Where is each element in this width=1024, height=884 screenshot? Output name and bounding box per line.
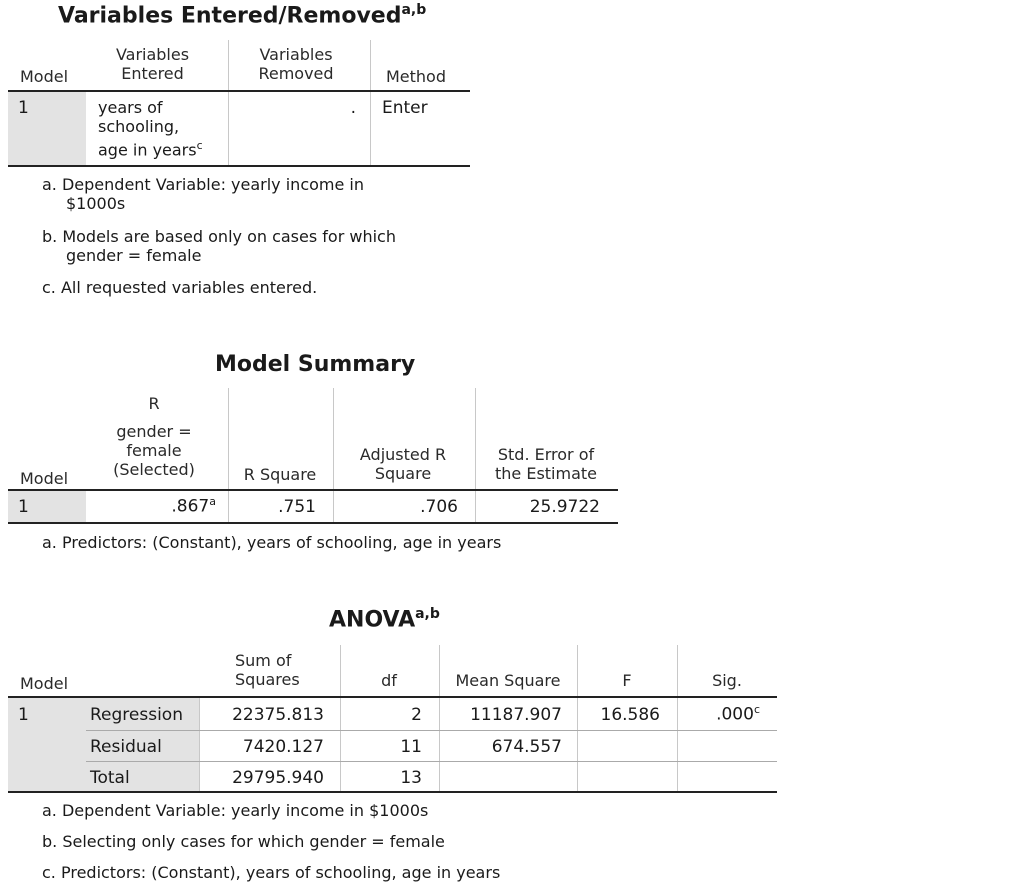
col-header-model: Model — [20, 674, 69, 693]
sum-of-squares-value: 7420.127 — [242, 737, 324, 757]
footnote-c: c. Predictors: (Constant), years of schooling, age in years — [42, 863, 501, 882]
sig-value: .000$^c$ — [716, 703, 760, 725]
col-header-mean-square: Mean Square — [455, 671, 561, 690]
row-model-number: 1 — [18, 497, 29, 517]
col-header-sig: Sig. — [712, 671, 742, 690]
table-title: Variables Entered/Removed$^{a,b}$ — [58, 2, 427, 29]
variables-entered-value: years of schooling, age in years$^c$ — [98, 98, 203, 160]
footnote-a: a. Dependent Variable: yearly income in $1000s — [42, 175, 365, 213]
col-header-f: F — [622, 671, 632, 690]
col-header-std-error: Std. Error of the Estimate — [494, 445, 597, 483]
col-header-variables-removed: Variables Removed — [258, 45, 334, 83]
df-value: 2 — [411, 705, 422, 725]
f-value: 16.586 — [600, 705, 660, 725]
footnote-b: b. Selecting only cases for which gender = female — [42, 832, 445, 851]
r-value: .867$^a$ — [171, 495, 216, 517]
row-model-number: 1 — [18, 705, 29, 725]
footnote-c: c. All requested variables entered. — [42, 278, 318, 297]
title-footnote-ref: a,b — [415, 606, 440, 622]
col-header-r: R gender = female (Selected) — [113, 394, 195, 479]
df-value: 13 — [400, 768, 422, 788]
table-title: ANOVA$^{a,b}$ — [329, 606, 440, 633]
col-header-r-square: R Square — [243, 465, 317, 484]
std-error-value: 25.9722 — [529, 497, 600, 517]
row-label-regression: Regression — [90, 705, 183, 725]
row-model-number: 1 — [18, 98, 29, 118]
col-header-variables-entered: Variables Entered — [115, 45, 190, 83]
col-header-model: Model — [20, 469, 69, 488]
df-value: 11 — [400, 737, 422, 757]
title-footnote-ref: a,b — [401, 2, 427, 18]
sum-of-squares-value: 22375.813 — [232, 705, 324, 725]
method-value: Enter — [382, 98, 428, 118]
col-header-model: Model — [20, 67, 69, 86]
row-label-total: Total — [90, 768, 130, 788]
col-header-sum-of-squares: Sum of Squares — [235, 651, 300, 689]
adjusted-r-square-value: .706 — [420, 497, 458, 517]
mean-square-value: 674.557 — [491, 737, 562, 757]
mean-square-value: 11187.907 — [470, 705, 562, 725]
sum-of-squares-value: 29795.940 — [232, 768, 324, 788]
r-square-value: .751 — [278, 497, 316, 517]
row-label-residual: Residual — [90, 737, 162, 757]
col-header-method: Method — [385, 67, 446, 86]
col-header-adjusted-r-square: Adjusted R Square — [359, 445, 447, 483]
footnote-a: a. Predictors: (Constant), years of schooling, age in years — [42, 533, 502, 552]
footnote-a: a. Dependent Variable: yearly income in $1000s — [42, 801, 429, 820]
variables-removed-value: . — [350, 98, 356, 118]
col-header-df: df — [381, 671, 397, 690]
footnote-b: b. Models are based only on cases for which gender = female — [42, 227, 396, 265]
table-title: Model Summary — [215, 352, 416, 377]
